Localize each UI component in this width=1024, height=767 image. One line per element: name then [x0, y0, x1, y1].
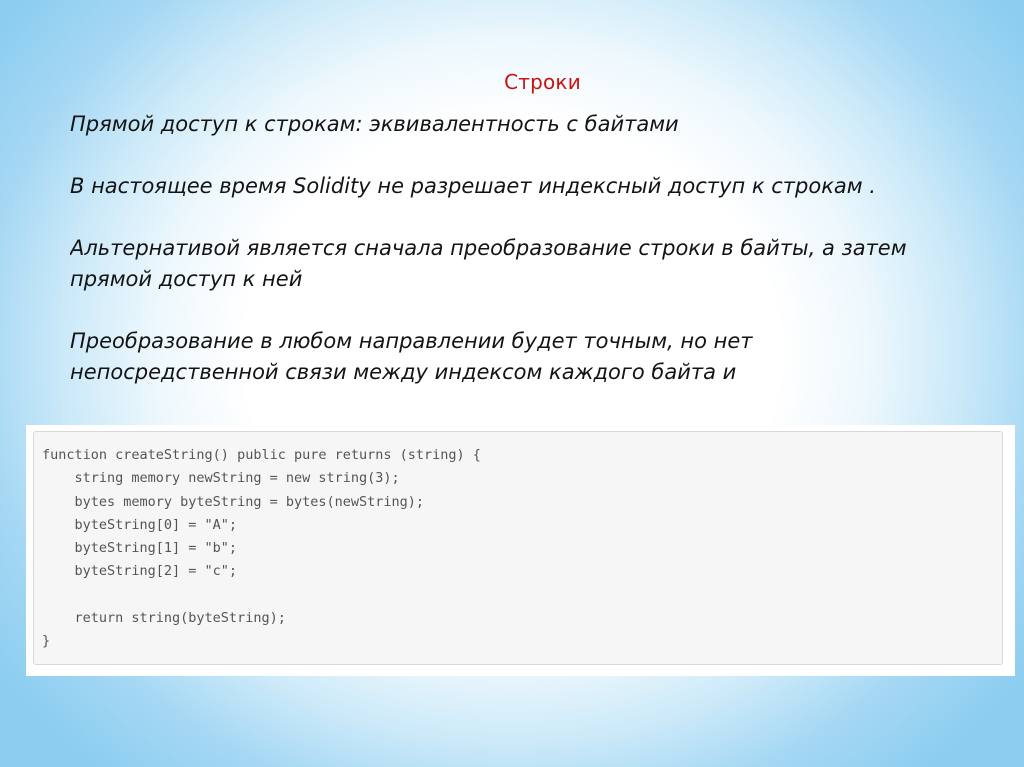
code-frame — [26, 425, 1015, 676]
code-line: byteString[1] = "b"; — [42, 540, 238, 557]
code-block — [33, 431, 1003, 665]
code-line: string memory newString = new string(3); — [42, 470, 400, 487]
code-line — [42, 584, 1002, 607]
slide-body — [70, 109, 950, 421]
paragraph-alternative: Альтернативой является сначала преобразование строки в байты, а затем прямой доступ к ней — [70, 236, 907, 291]
slide-title: Строки — [504, 70, 581, 94]
code-line: } — [42, 633, 51, 650]
code-line: bytes memory byteString = bytes(newString); — [42, 493, 425, 510]
code-line: byteString[2] = "c"; — [42, 563, 238, 580]
paragraph-conversion: Преобразование в любом направлении будет точным, но нет непосредственной связи между индексом каждого байта и — [70, 329, 753, 384]
paragraph-direct-access: Прямой доступ к строкам: эквивалентность с байтами — [70, 112, 679, 136]
paragraph-no-index-access: В настоящее время Solidity не разрешает индексный доступ к строкам . — [70, 174, 876, 198]
code-line: return string(byteString); — [42, 610, 286, 627]
code-line: byteString[0] = "A"; — [42, 516, 238, 533]
code-line: function createString() public pure returns (string) { — [42, 447, 481, 463]
